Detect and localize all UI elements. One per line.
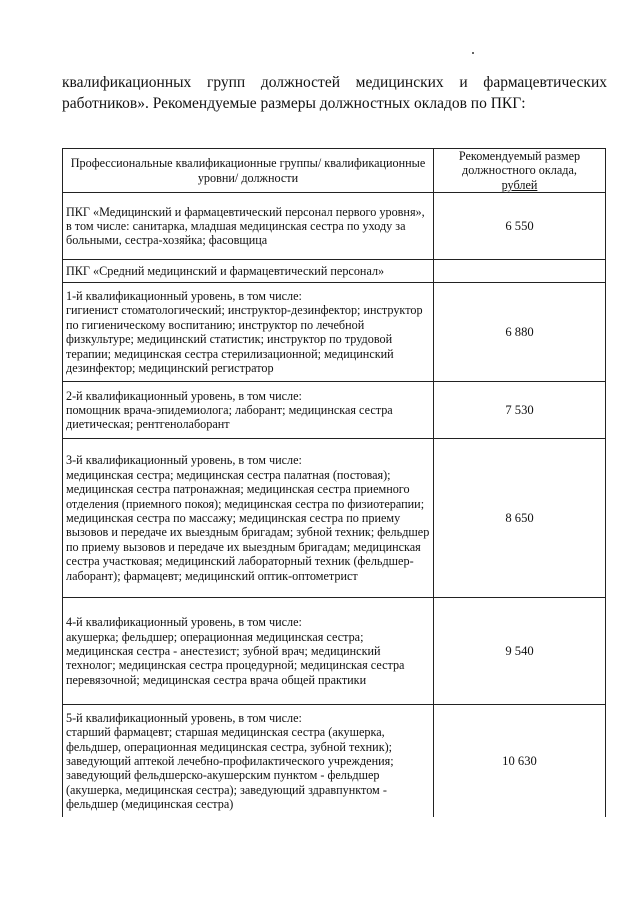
header-salary bbox=[434, 149, 606, 193]
header-salary-main: Рекомендуемый размер должностного оклада, bbox=[458, 149, 581, 178]
table-header-row bbox=[63, 149, 606, 193]
row-description bbox=[63, 598, 434, 705]
table-row bbox=[63, 705, 606, 818]
row-description bbox=[63, 283, 434, 382]
row-description bbox=[63, 439, 434, 598]
row-title: 4-й квалификационный уровень, в том числе: bbox=[66, 615, 302, 630]
row-details: помощник врача-эпидемиолога; лаборант; медицинская сестра диетическая; рентгенолаборант bbox=[66, 403, 393, 432]
table-row bbox=[63, 193, 606, 260]
table-row bbox=[63, 283, 606, 382]
row-description bbox=[63, 260, 434, 283]
table-row bbox=[63, 598, 606, 705]
intro-paragraph bbox=[62, 72, 607, 114]
row-title: 2-й квалификационный уровень, в том числе: bbox=[66, 388, 302, 403]
row-salary: 10 630 bbox=[434, 705, 606, 818]
row-salary: 6 550 bbox=[434, 193, 606, 260]
header-salary-unit: рублей bbox=[501, 177, 538, 192]
intro-line-2: работников». Рекомендуемые размеры должностных окладов по ПКГ: bbox=[62, 95, 526, 112]
row-salary: 6 880 bbox=[434, 283, 606, 382]
row-description bbox=[63, 382, 434, 439]
salary-table bbox=[62, 148, 606, 817]
row-salary: 9 540 bbox=[434, 598, 606, 705]
intro-line-1: квалификационных групп должностей медицинских и фармацевтических bbox=[62, 74, 607, 91]
row-title: 3-й квалификационный уровень, в том числе: bbox=[66, 453, 302, 468]
row-title: 5-й квалификационный уровень, в том числе: bbox=[66, 710, 302, 725]
row-details: медицинская сестра; медицинская сестра палатная (постовая); медицинская сестра патронажная; медицинская сестра приемного отделения (приемного покоя); медицинская сестра по физиотерапии; медицинская сестра по массажу; медицинская сестра по приему вызовов и передаче их выездным бригадам; зубной техник; фельдшер по приему вызовов и передаче их выездным бригадам; медицинская сестра участковая; медицинский лабораторный техник (фельдшер-лаборант); фармацевт; медицинский оптик-оптометрист bbox=[66, 467, 430, 583]
row-title: 1-й квалификационный уровень, в том числе: bbox=[66, 289, 302, 303]
header-groups: Профессиональные квалификационные группы/ квалификационные уровни/ должности bbox=[63, 149, 434, 193]
row-salary: 8 650 bbox=[434, 439, 606, 598]
table-row bbox=[63, 382, 606, 439]
row-salary bbox=[434, 260, 606, 283]
scan-dot bbox=[472, 52, 474, 54]
table-row bbox=[63, 439, 606, 598]
row-details: старший фармацевт; старшая медицинская сестра (акушерка, фельдшер, операционная медицинская сестра, зубной техник); заведующий аптекой лечебно-профилактического учреждения; заведующий фельдшерско-акушерским пунктом - фельдшер (акушерка, медицинская сестра); заведующий здравпунктом - фельдшер (медицинская сестра) bbox=[66, 725, 394, 812]
table-row bbox=[63, 260, 606, 283]
row-description bbox=[63, 705, 434, 818]
row-title: ПКГ «Медицинский и фармацевтический персонал первого уровня», bbox=[66, 204, 425, 219]
row-title: ПКГ «Средний медицинский и фармацевтический персонал» bbox=[66, 264, 385, 279]
row-salary: 7 530 bbox=[434, 382, 606, 439]
row-description bbox=[63, 193, 434, 260]
row-details: гигиенист стоматологический; инструктор-дезинфектор; инструктор по гигиеническому воспитанию; инструктор по лечебной физкультуре; медицинский статистик; инструктор по трудовой терапии; медицинская сестра стерилизационной; медицинский дезинфектор; медицинский регистратор bbox=[66, 303, 423, 376]
row-details: акушерка; фельдшер; операционная медицинская сестра; медицинская сестра - анестезист; зубной врач; медицинский технолог; медицинская сестра процедурной; медицинская сестра перевязочной; медицинская сестра врача общей практики bbox=[66, 629, 405, 687]
row-details: в том числе: санитарка, младшая медицинская сестра по уходу за больными, сестра-хозяйка; фасовщица bbox=[66, 219, 406, 248]
